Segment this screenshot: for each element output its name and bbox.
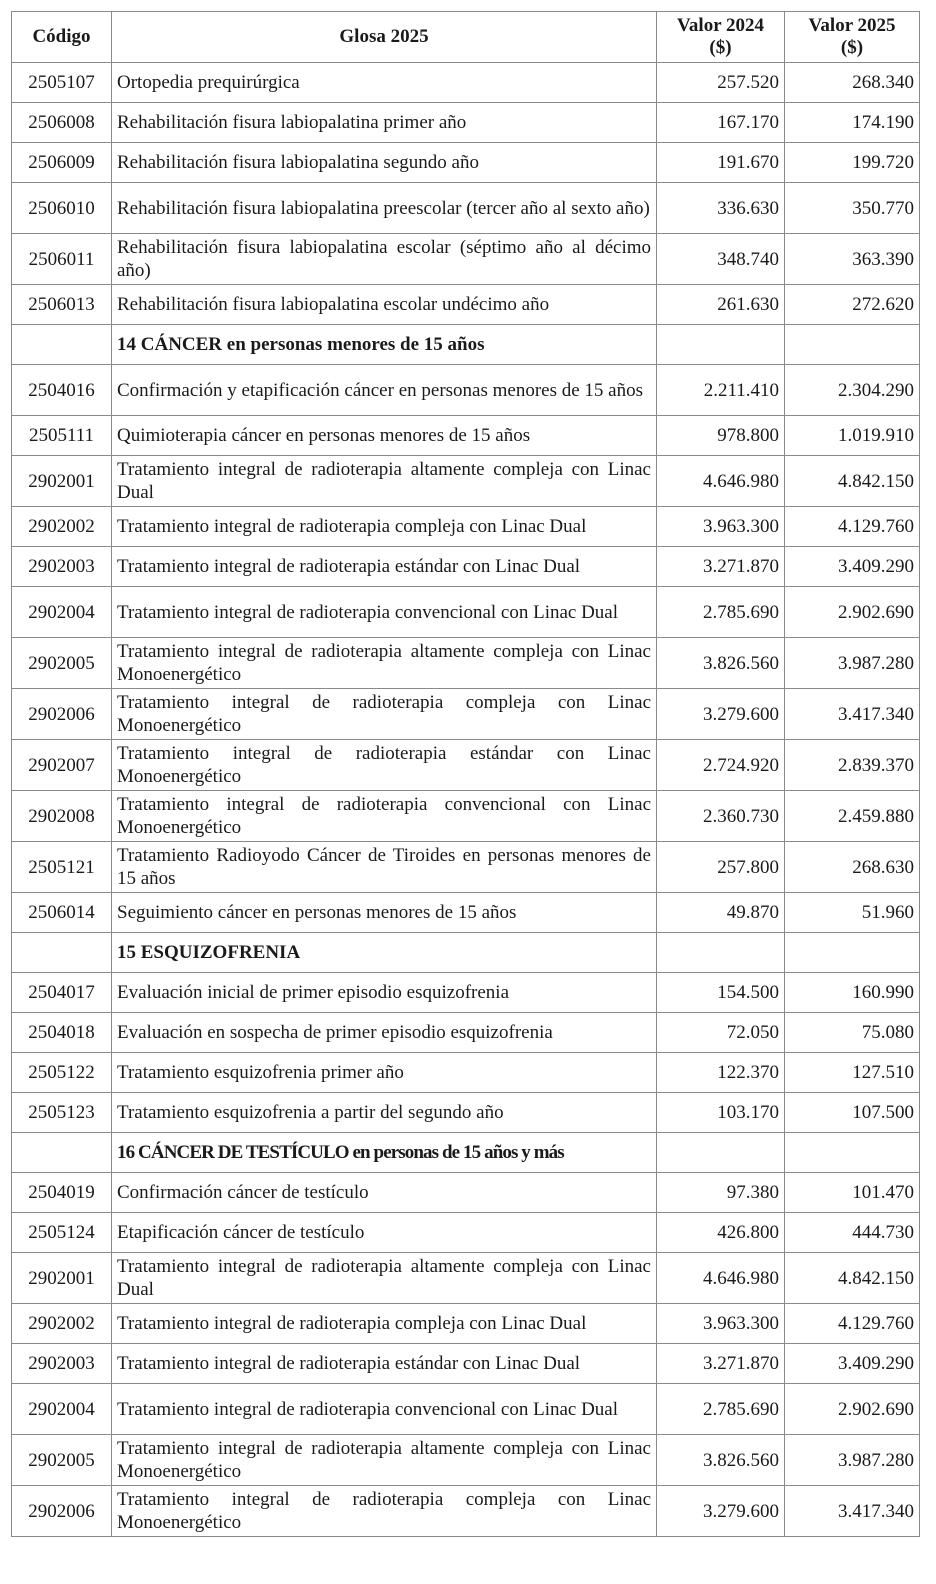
valor-2024-cell: 2.785.690 [657,1384,785,1435]
valor-2024-cell: 348.740 [657,234,785,285]
code-cell: 2504016 [12,365,112,416]
code-cell: 2505122 [12,1053,112,1093]
valor-2025-cell: 2.839.370 [785,740,920,791]
valor-2025-cell: 363.390 [785,234,920,285]
section-row [12,325,920,365]
valor-2024-cell: 261.630 [657,285,785,325]
table-row [12,1486,920,1537]
code-cell: 2506011 [12,234,112,285]
section-code-cell [12,1133,112,1173]
valor-2024-cell: 2.360.730 [657,791,785,842]
header-valor-2025-line2: ($) [840,37,864,58]
glosa-cell: Tratamiento integral de radioterapia altamente compleja con Linac Dual [112,456,657,507]
valor-2025-cell: 3.417.340 [785,1486,920,1537]
header-code: Código [12,12,112,63]
valor-2025-cell: 51.960 [785,893,920,933]
valor-2025-cell: 3.409.290 [785,547,920,587]
valor-2025-cell: 4.129.760 [785,1304,920,1344]
header-glosa: Glosa 2025 [112,12,657,63]
table-row [12,143,920,183]
table-row [12,791,920,842]
glosa-cell: Tratamiento integral de radioterapia compleja con Linac Monoenergético [112,1486,657,1537]
header-row [12,12,920,63]
code-cell: 2506010 [12,183,112,234]
code-cell: 2506014 [12,893,112,933]
code-cell: 2506013 [12,285,112,325]
valor-2024-cell: 257.800 [657,842,785,893]
section-title: 14 CÁNCER en personas menores de 15 años [112,325,657,365]
valor-2025-cell: 1.019.910 [785,416,920,456]
section-title: 16 CÁNCER DE TESTÍCULO en personas de 15 años y más [112,1133,657,1173]
glosa-cell: Tratamiento integral de radioterapia compleja con Linac Dual [112,1304,657,1344]
table-row [12,1253,920,1304]
section-code-cell [12,933,112,973]
section-row [12,1133,920,1173]
valor-2025-cell: 107.500 [785,1093,920,1133]
table-row [12,893,920,933]
code-cell: 2505123 [12,1093,112,1133]
valor-2025-cell: 174.190 [785,103,920,143]
code-cell: 2902001 [12,1253,112,1304]
glosa-cell: Quimioterapia cáncer en personas menores de 15 años [112,416,657,456]
glosa-cell: Ortopedia prequirúrgica [112,63,657,103]
valor-2024-cell: 2.724.920 [657,740,785,791]
glosa-cell: Rehabilitación fisura labiopalatina preescolar (tercer año al sexto año) [112,183,657,234]
glosa-cell: Tratamiento integral de radioterapia compleja con Linac Monoenergético [112,689,657,740]
valor-2024-cell: 3.963.300 [657,1304,785,1344]
valor-2025-cell: 3.417.340 [785,689,920,740]
table-row [12,1344,920,1384]
valor-2024-cell: 2.785.690 [657,587,785,638]
valor-2024-cell: 122.370 [657,1053,785,1093]
section-empty-cell [657,933,785,973]
valor-2025-cell: 199.720 [785,143,920,183]
table-row [12,183,920,234]
valor-2024-cell: 3.963.300 [657,507,785,547]
code-cell: 2902006 [12,689,112,740]
valor-2024-cell: 4.646.980 [657,456,785,507]
glosa-cell: Tratamiento integral de radioterapia compleja con Linac Dual [112,507,657,547]
code-cell: 2902003 [12,1344,112,1384]
code-cell: 2902005 [12,638,112,689]
glosa-cell: Evaluación en sospecha de primer episodio esquizofrenia [112,1013,657,1053]
valor-2025-cell: 160.990 [785,973,920,1013]
table-row [12,740,920,791]
header-valor-2024 [657,12,785,63]
section-title: 15 ESQUIZOFRENIA [112,933,657,973]
valor-2024-cell: 3.279.600 [657,1486,785,1537]
header-valor-2025 [785,12,920,63]
glosa-cell: Rehabilitación fisura labiopalatina escolar (séptimo año al décimo año) [112,234,657,285]
table-row [12,1093,920,1133]
table-row [12,842,920,893]
table-row [12,689,920,740]
valor-2025-cell: 75.080 [785,1013,920,1053]
table-row [12,1304,920,1344]
glosa-cell: Rehabilitación fisura labiopalatina primer año [112,103,657,143]
table-row [12,285,920,325]
valor-2024-cell: 103.170 [657,1093,785,1133]
glosa-cell: Tratamiento integral de radioterapia altamente compleja con Linac Monoenergético [112,1435,657,1486]
valor-2024-cell: 3.279.600 [657,689,785,740]
code-cell: 2505111 [12,416,112,456]
valor-2025-cell: 3.987.280 [785,638,920,689]
table-row [12,547,920,587]
valor-2025-cell: 4.842.150 [785,1253,920,1304]
valor-2025-cell: 268.630 [785,842,920,893]
valor-2024-cell: 154.500 [657,973,785,1013]
glosa-cell: Tratamiento esquizofrenia a partir del segundo año [112,1093,657,1133]
code-cell: 2504019 [12,1173,112,1213]
glosa-cell: Tratamiento esquizofrenia primer año [112,1053,657,1093]
table-row [12,456,920,507]
code-cell: 2902003 [12,547,112,587]
tariff-table [11,11,920,1537]
code-cell: 2902004 [12,587,112,638]
code-cell: 2504018 [12,1013,112,1053]
valor-2024-cell: 3.826.560 [657,1435,785,1486]
section-row [12,933,920,973]
glosa-cell: Tratamiento integral de radioterapia altamente compleja con Linac Monoenergético [112,638,657,689]
table-row [12,63,920,103]
code-cell: 2902002 [12,1304,112,1344]
valor-2025-cell: 2.304.290 [785,365,920,416]
table-row [12,507,920,547]
table-row [12,587,920,638]
valor-2025-cell: 2.902.690 [785,587,920,638]
table-row [12,103,920,143]
valor-2024-cell: 257.520 [657,63,785,103]
code-cell: 2902001 [12,456,112,507]
glosa-cell: Seguimiento cáncer en personas menores de 15 años [112,893,657,933]
glosa-cell: Confirmación cáncer de testículo [112,1173,657,1213]
code-cell: 2504017 [12,973,112,1013]
glosa-cell: Tratamiento integral de radioterapia convencional con Linac Monoenergético [112,791,657,842]
table-row [12,1384,920,1435]
valor-2025-cell: 4.129.760 [785,507,920,547]
code-cell: 2505107 [12,63,112,103]
valor-2024-cell: 191.670 [657,143,785,183]
valor-2024-cell: 49.870 [657,893,785,933]
section-empty-cell [657,1133,785,1173]
code-cell: 2902008 [12,791,112,842]
code-cell: 2902006 [12,1486,112,1537]
header-valor-2024-line1: Valor 2024 [676,15,765,36]
table-row [12,973,920,1013]
table-row [12,365,920,416]
valor-2025-cell: 350.770 [785,183,920,234]
glosa-cell: Tratamiento Radioyodo Cáncer de Tiroides en personas menores de 15 años [112,842,657,893]
code-cell: 2902002 [12,507,112,547]
valor-2025-cell: 127.510 [785,1053,920,1093]
section-code-cell [12,325,112,365]
valor-2024-cell: 3.271.870 [657,1344,785,1384]
table-row [12,638,920,689]
code-cell: 2902007 [12,740,112,791]
section-empty-cell [785,933,920,973]
valor-2025-cell: 444.730 [785,1213,920,1253]
glosa-cell: Evaluación inicial de primer episodio esquizofrenia [112,973,657,1013]
header-valor-2025-line1: Valor 2025 [808,15,896,36]
table-row [12,1013,920,1053]
valor-2024-cell: 3.271.870 [657,547,785,587]
valor-2024-cell: 978.800 [657,416,785,456]
valor-2024-cell: 167.170 [657,103,785,143]
glosa-cell: Rehabilitación fisura labiopalatina escolar undécimo año [112,285,657,325]
section-empty-cell [785,325,920,365]
table-row [12,234,920,285]
code-cell: 2505121 [12,842,112,893]
glosa-cell: Confirmación y etapificación cáncer en personas menores de 15 años [112,365,657,416]
valor-2025-cell: 3.409.290 [785,1344,920,1384]
glosa-cell: Tratamiento integral de radioterapia estándar con Linac Dual [112,547,657,587]
code-cell: 2506008 [12,103,112,143]
code-cell: 2902005 [12,1435,112,1486]
glosa-cell: Tratamiento integral de radioterapia altamente compleja con Linac Dual [112,1253,657,1304]
valor-2024-cell: 336.630 [657,183,785,234]
valor-2025-cell: 272.620 [785,285,920,325]
valor-2025-cell: 3.987.280 [785,1435,920,1486]
code-cell: 2505124 [12,1213,112,1253]
glosa-cell: Rehabilitación fisura labiopalatina segundo año [112,143,657,183]
valor-2025-cell: 101.470 [785,1173,920,1213]
valor-2025-cell: 2.459.880 [785,791,920,842]
valor-2024-cell: 3.826.560 [657,638,785,689]
section-empty-cell [657,325,785,365]
glosa-cell: Tratamiento integral de radioterapia estándar con Linac Monoenergético [112,740,657,791]
valor-2024-cell: 72.050 [657,1013,785,1053]
table-row [12,1173,920,1213]
section-empty-cell [785,1133,920,1173]
glosa-cell: Tratamiento integral de radioterapia estándar con Linac Dual [112,1344,657,1384]
table-row [12,1435,920,1486]
glosa-cell: Tratamiento integral de radioterapia convencional con Linac Dual [112,1384,657,1435]
header-valor-2024-line2: ($) [709,37,732,58]
glosa-cell: Etapificación cáncer de testículo [112,1213,657,1253]
code-cell: 2902004 [12,1384,112,1435]
glosa-cell: Tratamiento integral de radioterapia convencional con Linac Dual [112,587,657,638]
valor-2024-cell: 2.211.410 [657,365,785,416]
table-row [12,416,920,456]
valor-2024-cell: 97.380 [657,1173,785,1213]
code-cell: 2506009 [12,143,112,183]
valor-2025-cell: 2.902.690 [785,1384,920,1435]
valor-2024-cell: 4.646.980 [657,1253,785,1304]
table-row [12,1053,920,1093]
valor-2025-cell: 4.842.150 [785,456,920,507]
valor-2025-cell: 268.340 [785,63,920,103]
table-row [12,1213,920,1253]
valor-2024-cell: 426.800 [657,1213,785,1253]
